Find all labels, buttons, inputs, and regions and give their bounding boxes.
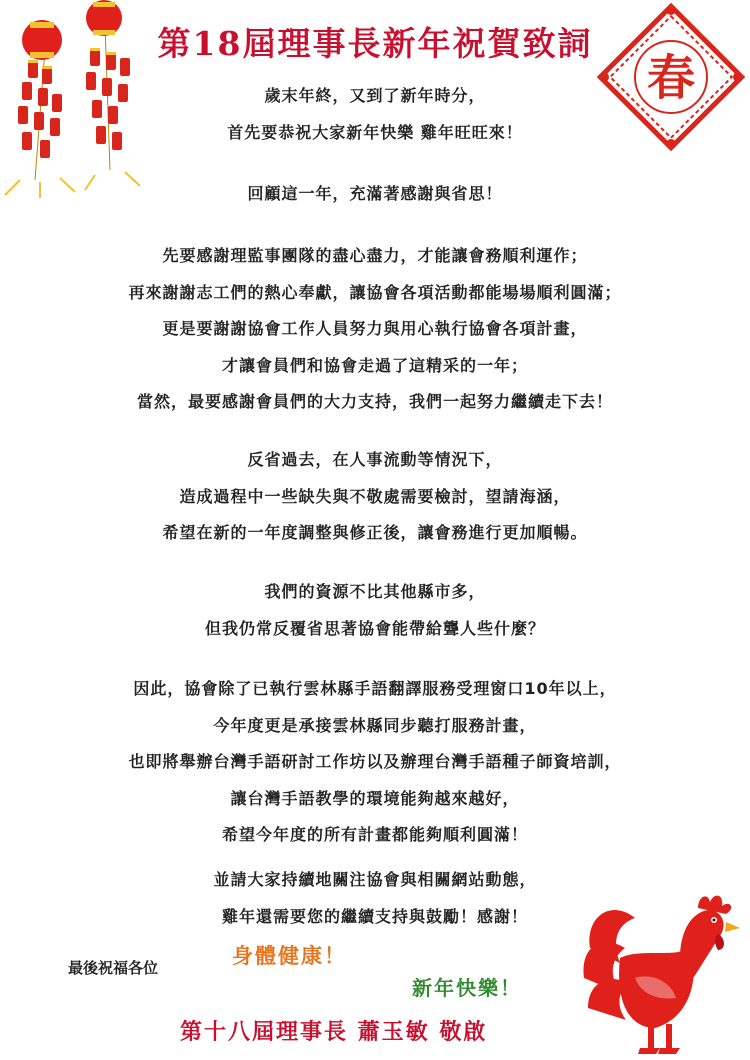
paragraph-thanks (40, 238, 710, 421)
text-line: 但我仍常反覆省思著協會能帶給聾人些什麼？ (204, 618, 545, 638)
text-line: 並請大家持續地關注協會與相關網站動態， (213, 870, 537, 889)
text-line: 反省過去，在人事流動等情況下， (247, 450, 503, 469)
text-line: 回顧這一年，充滿著感謝與省思！ (247, 184, 503, 203)
text-line: 因此，協會除了已執行雲林縣手語翻譯服務受理窗口10年以上， (133, 679, 617, 698)
text-line: 希望在新的一年度調整與修正後，讓會務進行更加順暢。 (162, 523, 588, 542)
rooster-icon (580, 888, 745, 1058)
paragraph-resources (40, 574, 710, 647)
text-line: 再來謝謝志工們的熱心奉獻，讓協會各項活動都能場場順利圓滿； (128, 282, 622, 302)
text-line: 今年度更是承接雲林縣同步聽打服務計畫， (213, 715, 537, 735)
text-line: 希望今年度的所有計畫都能夠順利圓滿！ (221, 825, 528, 844)
text-line: 造成過程中一些缺失與不敬處需要檢討，望請海涵， (179, 486, 571, 506)
text-line: 更是要謝謝協會工作人員努力與用心執行協會各項計畫， (162, 319, 588, 338)
text-line: 首先要恭祝大家新年快樂 雞年旺旺來！ (227, 122, 523, 142)
text-line: 歲末年終，又到了新年時分， (264, 86, 486, 105)
text-line: 也即將舉辦台灣手語研討工作坊以及辦理台灣手語種子師資培訓， (128, 752, 622, 771)
paragraph-review (40, 176, 710, 213)
page-title: 第18屆理事長新年祝賀致詞 (157, 24, 593, 63)
paragraph-reflection (40, 442, 710, 552)
paragraph-greeting (40, 78, 710, 151)
paragraph-plans (40, 671, 710, 854)
closing-label: 最後祝福各位 (68, 959, 159, 977)
text-line: 才讓會員們和協會走過了這精采的一年； (221, 355, 528, 375)
text-line: 雞年還需要您的繼續支持與鼓勵！感謝！ (221, 906, 528, 926)
text-line: 當然，最要感謝會員們的大力支持，我們一起努力繼續走下去！ (136, 392, 613, 411)
text-line: 我們的資源不比其他縣市多， (264, 582, 486, 601)
wish-new-year: 新年快樂！ (412, 976, 522, 1000)
signature: 第十八屆理事長 蕭玉敏 敬啟 (180, 1019, 488, 1045)
text-line: 讓台灣手語教學的環境能夠越來越好， (230, 788, 520, 808)
wish-health: 身體健康！ (232, 944, 347, 968)
spring-character: 春 (646, 50, 696, 106)
text-line: 先要感謝理監事團隊的盡心盡力，才能讓會務順利運作； (162, 246, 588, 265)
